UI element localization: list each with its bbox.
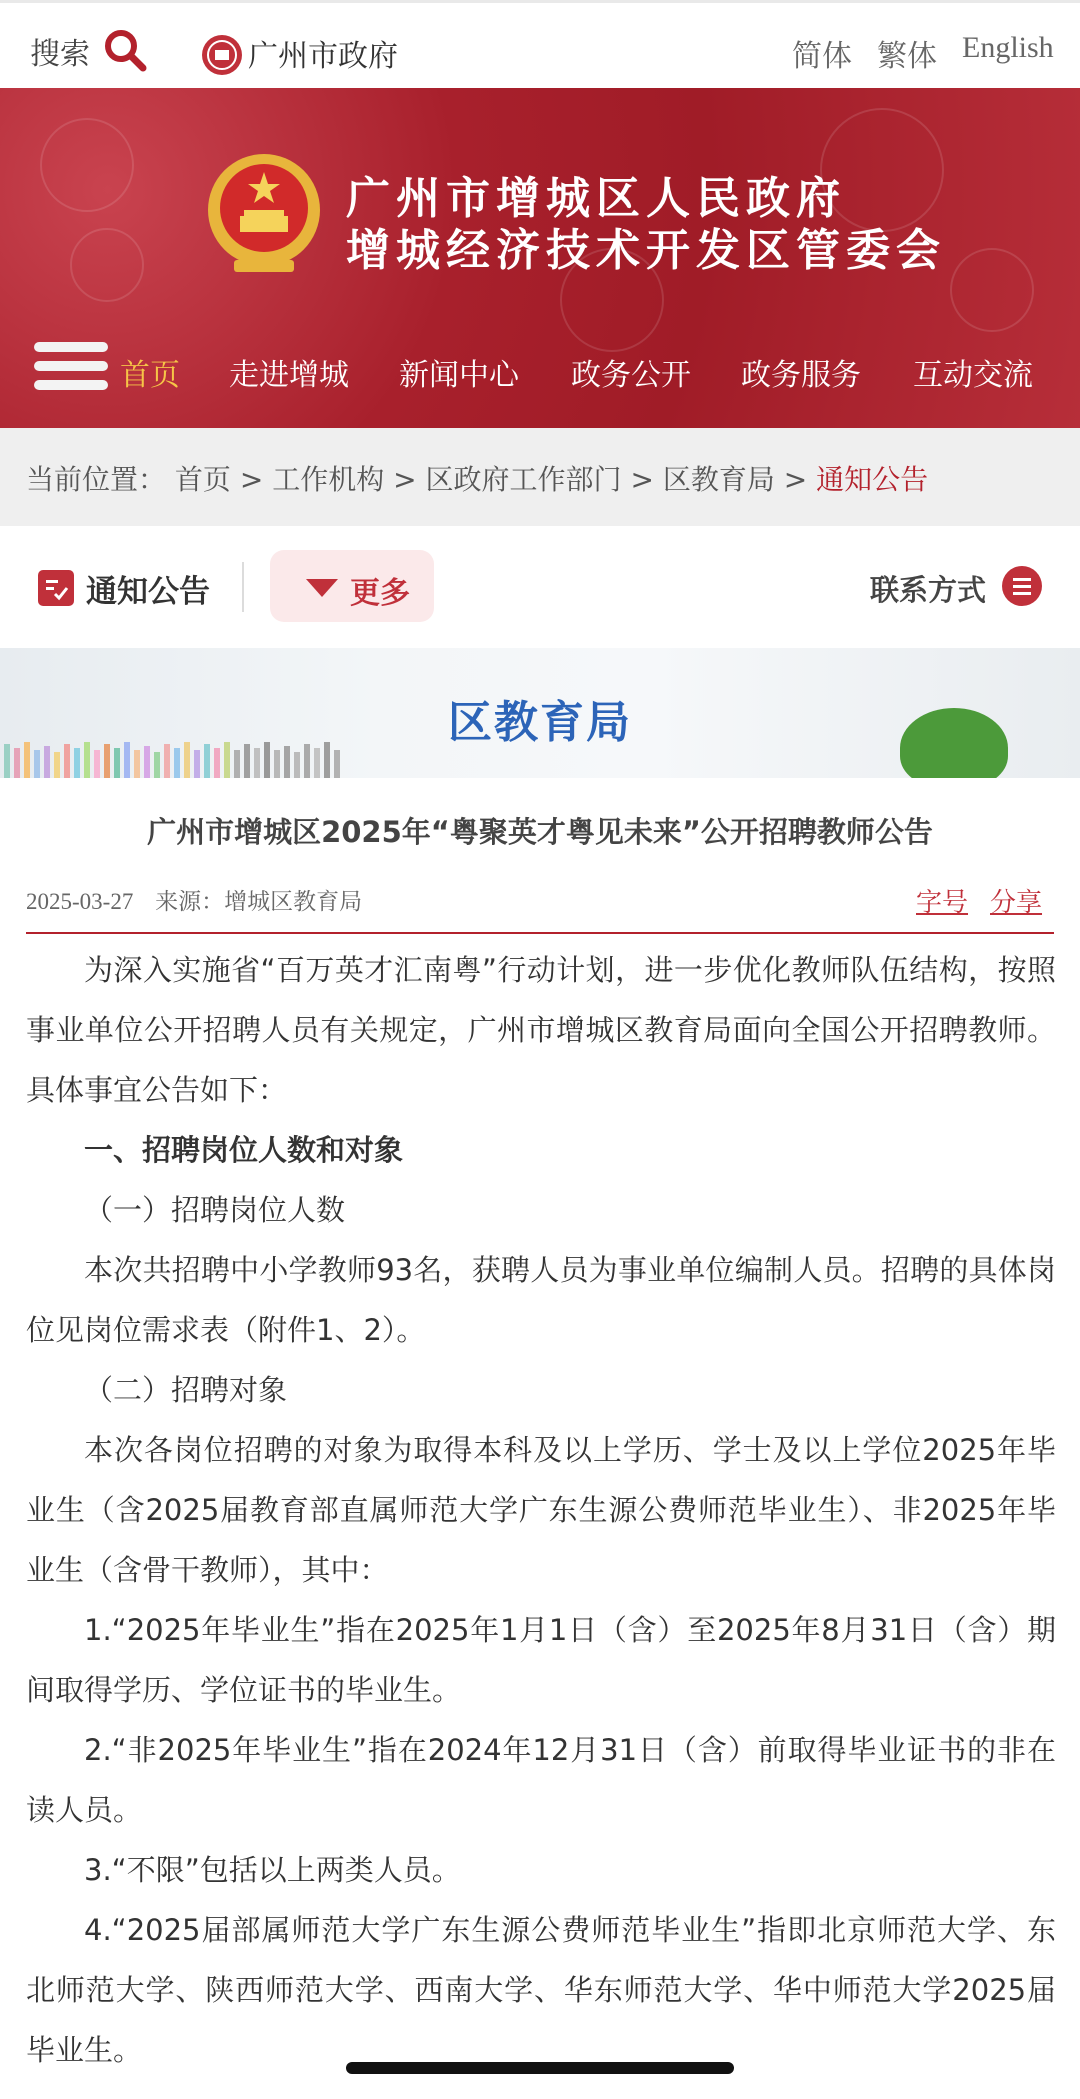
article-paragraph: 为深入实施省“百万英才汇南粤”行动计划，进一步优化教师队伍结构，按照事业单位公开招聘人员有关规定，广州市增城区教育局面向全国公开招聘教师。具体事宜公告如下： xyxy=(26,953,1056,1107)
share-button[interactable]: 分享 xyxy=(990,888,1043,918)
article-title: 广州市增城区2025年“粤聚英才粤见未来”公开招聘教师公告 xyxy=(147,815,933,849)
breadcrumb-separator: > xyxy=(393,463,417,496)
nav-item-services[interactable]: 政务服务 xyxy=(741,358,861,393)
article-subheading: （一）招聘岗位人数 xyxy=(84,1193,346,1227)
lang-english[interactable]: English xyxy=(962,31,1054,64)
article-paragraph: 1.“2025年毕业生”指在2025年1月1日（含）至2025年8月31日（含）期间取得学历、学位证书的毕业生。 xyxy=(26,1613,1056,1707)
department-title: 区教育局 xyxy=(448,697,632,748)
section-header xyxy=(0,526,1080,648)
more-label: 更多 xyxy=(350,576,410,611)
national-emblem-icon xyxy=(204,150,324,280)
article-meta xyxy=(26,883,362,916)
top-bar xyxy=(0,0,1080,88)
nav-item-gov-info[interactable]: 政务公开 xyxy=(571,358,691,393)
breadcrumb-item-education-bureau[interactable]: 区教育局 xyxy=(662,463,775,496)
nav-item-about[interactable]: 走进增城 xyxy=(229,358,349,393)
search-icon[interactable] xyxy=(102,27,148,73)
article-paragraph: 4.“2025届部属师范大学广东生源公费师范毕业生”指即北京师范大学、东北师范大学、陕西师范大学、西南大学、华东师范大学、华中师范大学2025届毕业生。 xyxy=(26,1913,1056,2067)
contact-link[interactable]: 联系方式 xyxy=(870,573,987,607)
breadcrumb-separator: > xyxy=(783,463,808,496)
caret-down-icon xyxy=(306,579,338,597)
font-size-button[interactable]: 字号 xyxy=(916,888,969,918)
banner-title-line2: 增城经济技术开发区管委会 xyxy=(346,225,946,276)
lang-simplified[interactable]: 简体 xyxy=(792,39,852,74)
breadcrumb-item-home[interactable]: 首页 xyxy=(174,463,231,496)
breadcrumb-item-notices[interactable]: 通知公告 xyxy=(816,463,929,496)
notice-icon xyxy=(38,570,74,606)
nav-item-home[interactable]: 首页 xyxy=(120,358,180,393)
department-banner xyxy=(0,648,1080,778)
list-icon[interactable] xyxy=(1002,566,1042,606)
lang-traditional[interactable]: 繁体 xyxy=(877,39,937,74)
section-title: 通知公告 xyxy=(86,574,210,610)
divider xyxy=(242,562,244,612)
home-indicator[interactable] xyxy=(346,2062,734,2074)
article-heading: 一、招聘岗位人数和对象 xyxy=(84,1133,404,1167)
breadcrumb-separator: > xyxy=(239,463,264,496)
article-date: 2025-03-27 xyxy=(26,889,134,914)
nav-item-news[interactable]: 新闻中心 xyxy=(399,358,519,393)
article-paragraph: 本次各岗位招聘的对象为取得本科及以上学历、学士及以上学位2025年毕业生（含2025届教育部直属师范大学广东生源公费师范毕业生）、非2025年毕业生（含骨干教师），其中： xyxy=(26,1433,1056,1587)
nav-item-interaction[interactable]: 互动交流 xyxy=(913,358,1033,393)
banner-title-line1: 广州市增城区人民政府 xyxy=(346,173,846,224)
header-banner xyxy=(0,88,1080,428)
article-body xyxy=(26,940,1056,2080)
article-paragraph: 2.“非2025年毕业生”指在2024年12月31日（含）前取得毕业证书的非在读人员。 xyxy=(26,1733,1056,1827)
article-paragraph: 本次共招聘中小学教师93名，获聘人员为事业单位编制人员。招聘的具体岗位见岗位需求表（附件1、2）。 xyxy=(26,1253,1056,1347)
breadcrumb-item-departments[interactable]: 区政府工作部门 xyxy=(425,463,622,496)
more-button[interactable] xyxy=(270,550,434,622)
site-link[interactable]: 广州市政府 xyxy=(248,39,398,74)
search-label[interactable]: 搜索 xyxy=(30,37,90,72)
breadcrumb-prefix: 当前位置： xyxy=(26,463,167,496)
menu-icon[interactable] xyxy=(34,342,108,398)
tree-decoration xyxy=(900,708,1008,778)
breadcrumb-item-agencies[interactable]: 工作机构 xyxy=(272,463,385,496)
article-source: 来源：增城区教育局 xyxy=(155,889,363,915)
article-paragraph: 3.“不限”包括以上两类人员。 xyxy=(84,1853,461,1887)
article-subheading: （二）招聘对象 xyxy=(84,1373,288,1407)
breadcrumb-separator: > xyxy=(630,463,654,496)
breadcrumb xyxy=(0,428,1080,526)
divider xyxy=(26,932,1054,934)
guangzhou-emblem-icon xyxy=(200,33,244,77)
